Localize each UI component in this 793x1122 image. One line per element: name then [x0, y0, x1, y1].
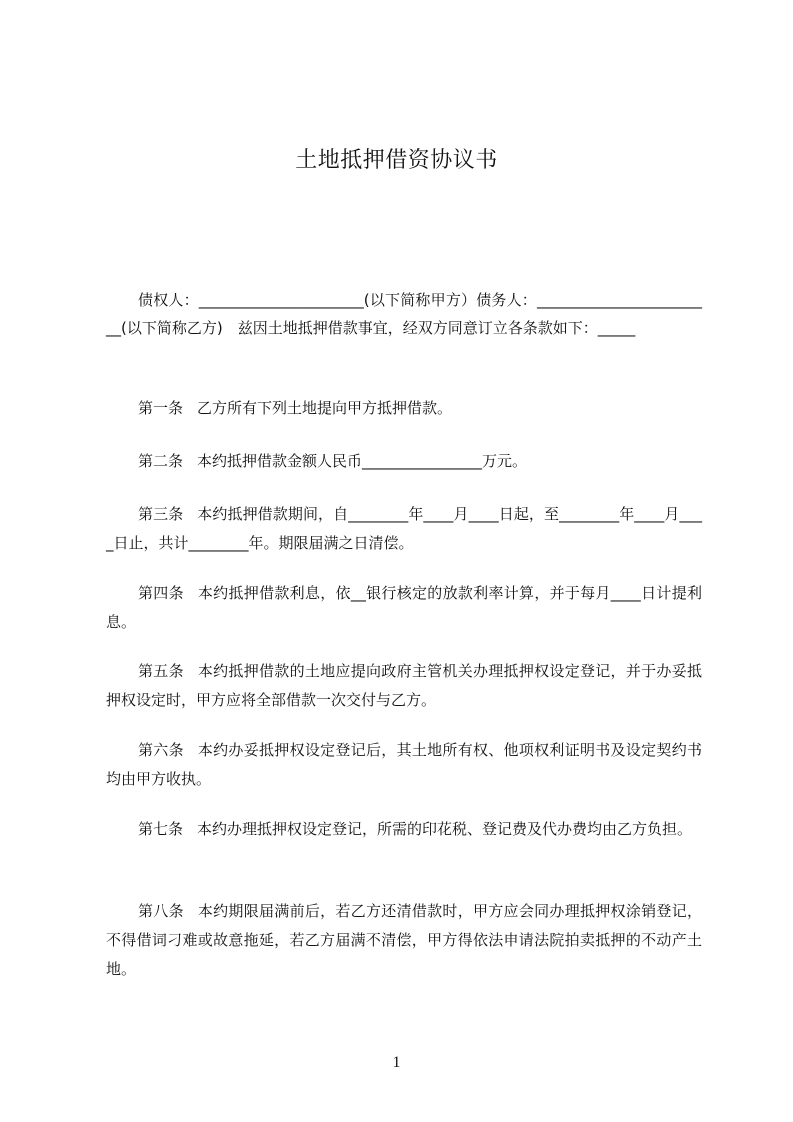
article-text: 本约抵押借款期间，自________年____月____日起，至________年____月____日止，共计________年。期限届满之日清偿。: [106, 505, 702, 552]
article-2: [106, 447, 702, 476]
article-label: 第六条: [138, 741, 184, 759]
article-text: 本约期限届满前后，若乙方还清借款时，甲方应会同办理抵押权涂销登记，不得借词刁难或故意拖延，若乙方届满不清偿，甲方得依法申请法院拍卖抵押的不动产土地。: [106, 902, 702, 978]
article-text: 本约办妥抵押权设定登记后，其土地所有权、他项权利证明书及设定契约书均由甲方收执。: [106, 741, 702, 788]
article-label: 第四条: [138, 584, 184, 602]
article-1: [106, 394, 702, 423]
article-text: 本约抵押借款利息，依__银行核定的放款利率计算，并于每月____日计提利息。: [106, 584, 702, 631]
article-text: 本约办理抵押权设定登记，所需的印花税、登记费及代办费均由乙方负担。: [197, 820, 693, 838]
article-label: 第八条: [138, 902, 184, 920]
article-label: 第一条: [138, 399, 184, 417]
document-title: 土地抵押借资协议书: [295, 148, 498, 173]
article-text: 乙方所有下列土地提向甲方抵押借款。: [197, 399, 453, 417]
article-7: [106, 815, 702, 844]
article-label: 第三条: [138, 505, 184, 523]
intro-paragraph: 债权人：______________________(以下简称甲方）债务人：________________________(以下简称乙方) 兹因土地抵押借款事宜，经双方同意订立各条款如下：_____: [106, 291, 702, 337]
article-5: [106, 657, 702, 715]
article-6: [106, 736, 702, 794]
article-8: [106, 897, 702, 984]
article-3: [106, 500, 702, 558]
page-number: 1: [392, 1054, 401, 1071]
article-4: [106, 579, 702, 637]
article-text: 本约抵押借款金额人民币________________万元。: [197, 452, 528, 470]
article-label: 第五条: [138, 662, 184, 680]
article-label: 第七条: [138, 820, 184, 838]
article-text: 本约抵押借款的土地应提向政府主管机关办理抵押权设定登记，并于办妥抵押权设定时，甲方应将全部借款一次交付与乙方。: [106, 662, 702, 709]
article-label: 第二条: [138, 452, 184, 470]
